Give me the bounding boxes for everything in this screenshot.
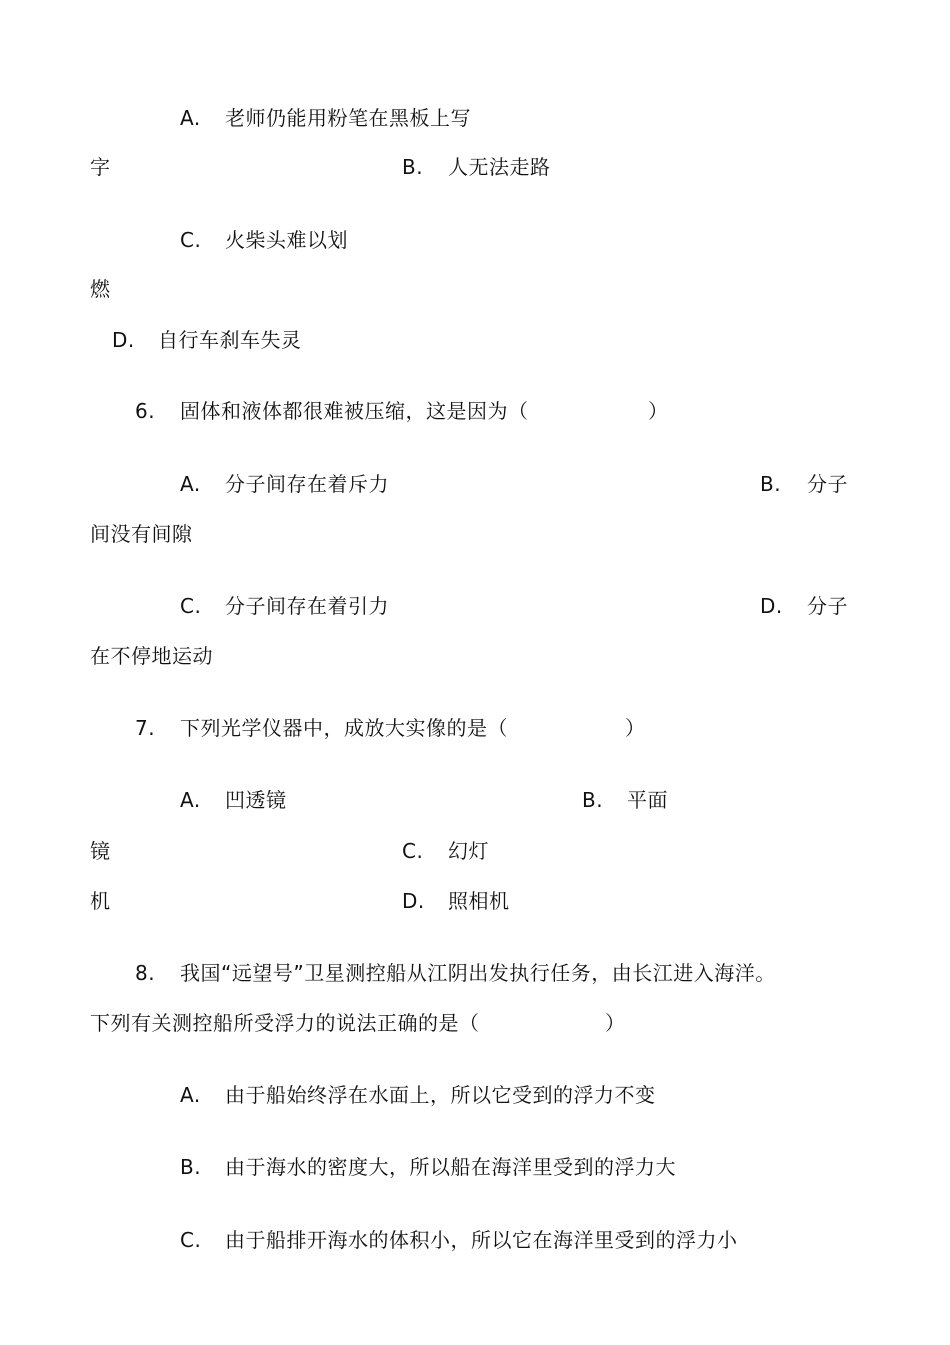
q5-option-d-label: D. — [112, 328, 135, 352]
q6-option-a-label: A. — [180, 472, 201, 496]
q6-option-b-label: B. — [760, 472, 782, 496]
q6-stem: 固体和液体都很难被压缩，这是因为（ — [180, 399, 529, 423]
q7-option-b-label: B. — [582, 788, 604, 812]
q7-option-c-text: 幻灯 — [448, 839, 489, 863]
q5-option-c-text: 火柴头难以划 — [225, 228, 348, 252]
q8-number: 8. — [135, 961, 156, 985]
q6-option-c-text: 分子间存在着引力 — [225, 594, 389, 618]
q6-option-a-text: 分子间存在着斥力 — [225, 472, 389, 496]
q5-option-c-text-wrap: 燃 — [90, 277, 111, 301]
q7-option-a-label: A. — [180, 788, 201, 812]
q7-option-b-text: 平面 — [627, 788, 668, 812]
q5-option-b-label: B. — [402, 155, 424, 179]
q7-option-d-label: D. — [402, 889, 425, 913]
q6-paren-close: ） — [648, 399, 669, 423]
q7-number: 7. — [135, 716, 156, 740]
q8-option-c-text: 由于船排开海水的体积小，所以它在海洋里受到的浮力小 — [225, 1228, 738, 1252]
q5-option-a-text: 老师仍能用粉笔在黑板上写 — [225, 106, 471, 130]
q8-stem-line-1: 我国“远望号”卫星测控船从江阴出发执行任务，由长江进入海洋。 — [180, 961, 776, 985]
q8-option-b-text: 由于海水的密度大，所以船在海洋里受到的浮力大 — [225, 1155, 676, 1179]
q5-option-d-text: 自行车刹车失灵 — [158, 328, 302, 352]
q5-option-c-label: C. — [180, 228, 202, 252]
q6-option-b-text: 分子 — [807, 472, 848, 496]
q7-option-d-text: 照相机 — [448, 889, 510, 913]
q6-number: 6. — [135, 399, 156, 423]
q8-stem-line-2: 下列有关测控船所受浮力的说法正确的是（ — [90, 1011, 480, 1035]
q8-option-a-text: 由于船始终浮在水面上，所以它受到的浮力不变 — [225, 1083, 656, 1107]
q5-option-b-text: 人无法走路 — [448, 155, 551, 179]
q7-option-c-label: C. — [402, 839, 424, 863]
q7-stem: 下列光学仪器中，成放大实像的是（ — [180, 716, 508, 740]
q8-paren-close: ） — [605, 1011, 626, 1035]
q7-option-c-text-wrap: 机 — [90, 889, 111, 913]
q7-option-b-text-wrap: 镜 — [90, 839, 111, 863]
q6-option-b-text-wrap: 间没有间隙 — [90, 522, 193, 546]
q6-option-d-label: D. — [760, 594, 783, 618]
q5-option-a-text-wrap: 字 — [90, 155, 111, 179]
q7-paren-close: ） — [625, 716, 646, 740]
q7-option-a-text: 凹透镜 — [225, 788, 287, 812]
q5-option-a-label: A. — [180, 106, 201, 130]
q8-option-a-label: A. — [180, 1083, 201, 1107]
q6-option-d-text-wrap: 在不停地运动 — [90, 644, 213, 668]
q6-option-d-text: 分子 — [807, 594, 848, 618]
q8-option-b-label: B. — [180, 1155, 202, 1179]
q6-option-c-label: C. — [180, 594, 202, 618]
q8-option-c-label: C. — [180, 1228, 202, 1252]
